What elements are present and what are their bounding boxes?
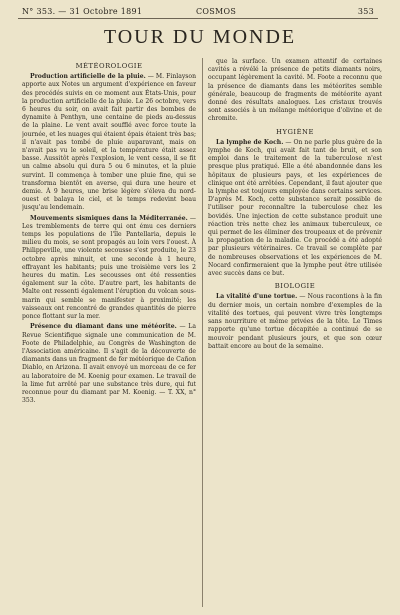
article-text: — Nous racontions à la fin du dernier mois, un certain nombre d'exemples de la vitalité des tortues, qui peuvent vivre très longtemps sans nourriture et même privées de la tête. Le Times rapporte qu'une tortue décapitée a continué de se mouvoir pendant plusieurs jours, et que son cœur battait encore au bout de la semaine. [208, 293, 382, 350]
article-title: Production artificielle de la pluie. [30, 73, 146, 81]
article-text: — Les tremblements de terre qui ont ému ces derniers temps les populations de l'île Pantellaria, depuis le milieu du mois, se sont propagés au loin vers l'ouest. À Philippeville, une violente secousse s'est produite, le 23 octobre après minuit, et une seconde à 1 heure, effrayant les habitants; puis une troisième vers les 2 heures du matin. Les secousses ont été ressenties également sur la côte. D'autre part, les habitants de Malte ont ressenti également l'éruption du volcan sous-marin qui semble se manifester à proximité; les vaisseaux ont rencontré de grandes quantités de pierre ponce flottant sur la mer. [22, 214, 196, 321]
article-title: La lymphe de Koch. [216, 138, 284, 146]
article-text: — M. Finlayson apporte aux Notes un argument d'expérience en faveur des procédés suivis en ce moment aux États-Unis, pour la production artificielle de la pluie. Le 26 octobre, vers 6 heures du soir, on avait fait partir des bombes de dynamite à Penthyn, une centaine de pieds au-dessus de la plaine. Le vent avait soufflé avec force toute la journée, et les nuages qui étaient épais étaient très bas; il n'avait pas tombé de pluie auparavant, mais on n'avait pas vu le soleil, et la température était assez basse. Aussitôt après l'explosion, le vent cessa, il se fit un calme absolu qui dura 5 ou 6 minutes, et la pluie survint. Il commença à tomber une pluie fine, qui se transforma bientôt en averse, qui dura une heure et demie. À 9 heures, une brise légère s'éleva du nord-ouest et balaya le ciel, et le temps redevint beau jusqu'au lendemain. [22, 73, 196, 212]
right-column [208, 58, 382, 609]
article-paragraph [22, 73, 196, 212]
left-column [22, 58, 196, 609]
article-paragraph [208, 139, 382, 278]
running-header [18, 6, 378, 19]
article-title: Présence du diamant dans une météorite. [30, 323, 177, 331]
article-paragraph [208, 58, 382, 124]
page-number: 353 [357, 7, 374, 16]
source-reference: — T. XX, n° 353. [22, 388, 196, 405]
article-paragraph [208, 293, 382, 350]
section-heading-biologie: BIOLOGIE [274, 282, 316, 291]
journal-name: COSMOS [196, 7, 237, 16]
article-paragraph [22, 323, 196, 405]
article-title: Mouvements sismiques dans la Méditerranée. [30, 214, 188, 222]
column-divider [202, 58, 203, 607]
issue-date: N° 353. — 31 Octobre 1891 [22, 7, 143, 16]
section-heading-hygiene: HYGIÈNE [276, 127, 314, 136]
article-title: La vitalité d'une tortue. [216, 293, 298, 301]
article-text: — La Revue Scientifique signale une communication de M. Foote de Philadelphie, au Congrès de Washington de l'Association américaine. Il s'agit de la découverte de diamants dans un fragment de fer météorique de Cañon Diablo, en Arizona. Il avait envoyé un morceau de ce fer au laboratoire de M. Koenig pour examen. Le travail de la lime fut arrêté par une substance très dure, qui fut reconnue pour du diamant par M. Koenig. [22, 323, 196, 396]
article-text: que la surface. Un examen attentif de certaines cavités a révélé la présence de petits diamants noirs, occupant légèrement la cavité. M. Foote a reconnu que la présence de diamants dans les météorites semble générale, beaucoup de fragments de météorite ayant donné des résultats analogues. Les cristaux trouvés sont associés à un mélange météorique d'olivine et de chromite. [208, 58, 382, 123]
page-title: TOUR DU MONDE [103, 26, 297, 48]
article-text: — On ne parle plus guère de la lymphe de Koch, qui avait fait tant de bruit, et son emploi dans le traitement de la tuberculose n'est presque plus pratiqué. Elle a été abandonnée dans les hôpitaux de plusieurs pays, et les expériences de clinique ont été arrêtées. Cependant, il faut ajouter que la lymphe est toujours employée dans certains services. D'après M. Koch, cette substance serait possible de l'utiliser pour reconnaître la tuberculose chez les bovidés. Une injection de cette substance produit une réaction très nette chez les animaux tuberculeux, ce qui permet de les éliminer des troupeaux et de prévenir la propagation de la maladie. Ce procédé a été adopté par plusieurs vétérinaires. Ce travail se complète par de nombreuses observations et les expériences de M. Nocard confirmeraient que la lymphe peut être utilisée avec succès dans ce but. [208, 138, 382, 278]
article-paragraph [22, 215, 196, 322]
section-heading-meteorologie: MÉTÉOROLOGIE [75, 62, 143, 70]
